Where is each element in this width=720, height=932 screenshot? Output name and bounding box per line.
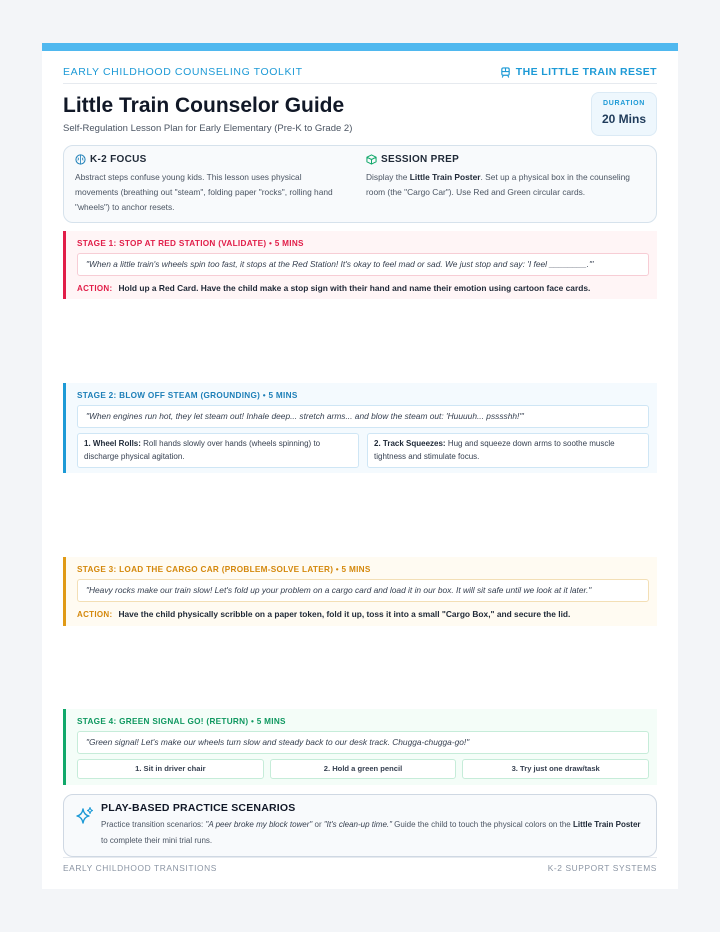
practice-title: PLAY-BASED PRACTICE SCENARIOS [101, 802, 296, 814]
top-accent-bar [42, 43, 678, 51]
brain-icon [75, 154, 86, 165]
stage-4-step: 1. Sit in driver chair [77, 759, 264, 779]
practice-text-b: or [312, 820, 324, 829]
focus-heading [75, 154, 347, 165]
footer-right: K-2 SUPPORT SYSTEMS [547, 863, 657, 873]
overview-box [63, 145, 657, 223]
duration-badge [591, 92, 657, 136]
prep-text-b: . Set up a physical box in the counseling room (the "Cargo Car"). Use Red and Green circular cards. [366, 172, 630, 197]
stage-1-quote: "When a little train's wheels spin too fast, it stops at the Red Station! It's okay to feel mad or sad. We just stop and say: 'I feel ________.'" [77, 253, 649, 276]
practice-text-d: to complete their mini trial runs. [101, 836, 213, 845]
page-title: Little Train Counselor Guide [63, 94, 345, 117]
focus-column [75, 154, 347, 215]
toolkit-label: EARLY CHILDHOOD COUNSELING TOOLKIT [63, 66, 303, 78]
practice-quote-b: "It's clean-up time." [323, 820, 392, 829]
stage-4-step: 2. Hold a green pencil [270, 759, 457, 779]
stage-1-card [63, 231, 657, 299]
brand [500, 66, 657, 78]
stage-3-action-text: Have the child physically scribble on a paper token, fold it up, toss it into a small "Cargo Box," and secure the lid. [118, 609, 571, 619]
stage-3-action [77, 609, 649, 619]
prep-text-a: Display the [366, 172, 410, 182]
action-label: ACTION: [77, 284, 113, 293]
stage-3-card [63, 557, 657, 626]
brand-label: THE LITTLE TRAIN RESET [515, 66, 657, 78]
stage-4-card [63, 709, 657, 785]
stage-2-steps [77, 433, 649, 468]
stage-2-quote: "When engines run hot, they let steam out! Inhale deep... stretch arms... and blow the steam out: 'Huuuuh... psssshh!'" [77, 405, 649, 428]
lesson-page [42, 43, 678, 889]
focus-title: K-2 FOCUS [90, 154, 147, 165]
duration-label: DURATION [602, 100, 646, 107]
sparkle-icon [75, 806, 95, 826]
page-subtitle: Self-Regulation Lesson Plan for Early Elementary (Pre-K to Grade 2) [63, 123, 353, 134]
prep-text-bold: Little Train Poster [409, 172, 481, 182]
train-icon [500, 67, 511, 78]
practice-text [101, 817, 646, 849]
stage-2-step-2 [367, 433, 649, 468]
prep-text [366, 170, 638, 200]
stage-1-heading: STAGE 1: STOP AT RED STATION (VALIDATE) • 5 MINS [77, 239, 304, 248]
stage-2-heading: STAGE 2: BLOW OFF STEAM (GROUNDING) • 5 MINS [77, 391, 298, 400]
stage-4-step: 3. Try just one draw/task [462, 759, 649, 779]
step-1-title: 1. Wheel Rolls: [84, 439, 141, 448]
practice-bold: Little Train Poster [572, 820, 641, 829]
stage-2-card [63, 383, 657, 473]
practice-text-a: Practice transition scenarios: [101, 820, 206, 829]
practice-box [63, 794, 657, 857]
step-2-title: 2. Track Squeezes: [374, 439, 446, 448]
footer-left: EARLY CHILDHOOD TRANSITIONS [63, 863, 217, 873]
stage-1-action-text: Hold up a Red Card. Have the child make a stop sign with their hand and name their emotion using cartoon face cards. [118, 283, 591, 293]
stage-3-quote: "Heavy rocks make our train slow! Let's fold up your problem on a cargo card and load it in our box. It will sit safe until we look at it later." [77, 579, 649, 602]
focus-text: Abstract steps confuse young kids. This lesson uses physical movements (breathing out "steam", folding paper "rocks", rolling hand "wheels") to anchor resets. [75, 172, 333, 212]
stage-2-step-1 [77, 433, 359, 468]
practice-text-c: Guide the child to touch the physical colors on the [391, 820, 573, 829]
action-label: ACTION: [77, 610, 113, 619]
header-row [63, 66, 657, 84]
prep-heading [366, 154, 638, 165]
step-2-text: Hug and squeeze down arms to soothe muscle tightness and stimulate focus. [374, 439, 615, 461]
stage-1-action [77, 283, 649, 293]
footer [63, 857, 657, 873]
box-icon [366, 154, 377, 165]
prep-title: SESSION PREP [381, 154, 460, 165]
stage-4-heading: STAGE 4: GREEN SIGNAL GO! (RETURN) • 5 MINS [77, 717, 286, 726]
stage-3-heading: STAGE 3: LOAD THE CARGO CAR (PROBLEM-SOLVE LATER) • 5 MINS [77, 565, 371, 574]
step-1-text: Roll hands slowly over hands (wheels spinning) to discharge physical agitation. [84, 439, 321, 461]
duration-value: 20 Mins [601, 112, 646, 126]
stage-4-quote: "Green signal! Let's make our wheels turn slow and steady back to our desk track. Chugga-chugga-go!" [77, 731, 649, 754]
prep-column [366, 154, 638, 200]
stage-4-steps [77, 759, 649, 779]
practice-quote-a: "A peer broke my block tower" [205, 820, 313, 829]
